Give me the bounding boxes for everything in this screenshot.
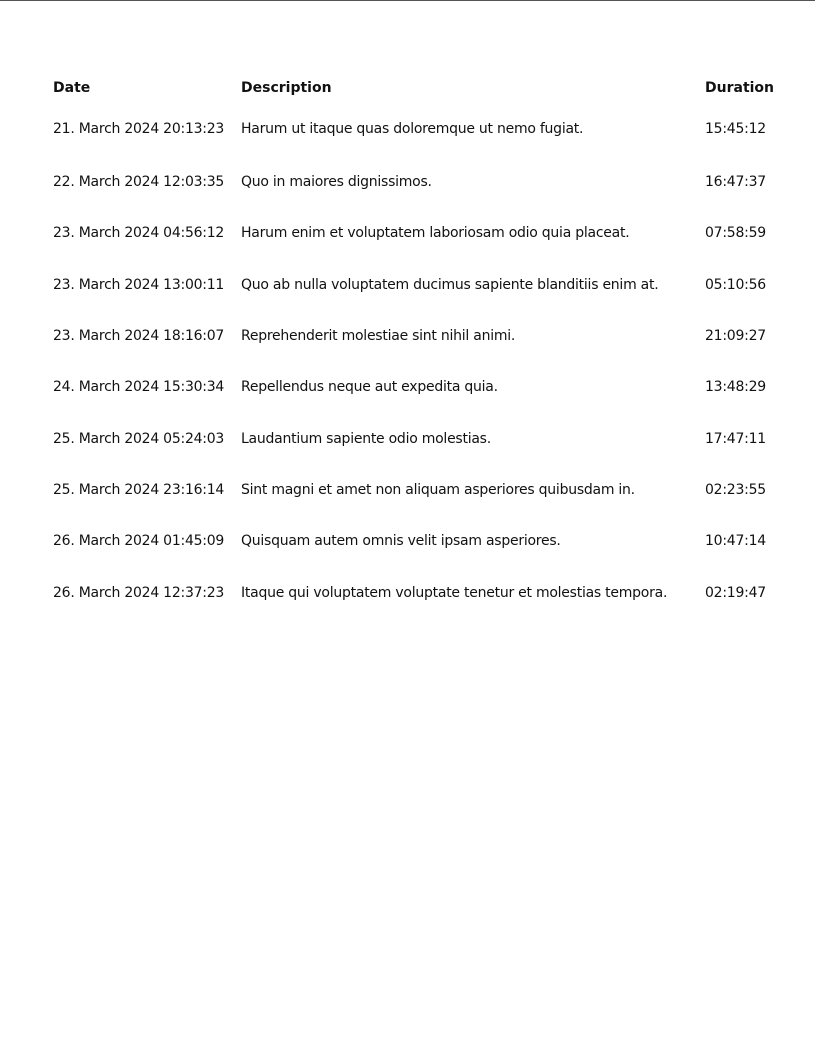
document-page bbox=[53, 75, 783, 619]
cell-date: 26. March 2024 12:37:23 bbox=[53, 584, 225, 601]
cell-description: Sint magni et amet non aliquam asperiores quibusdam in. bbox=[241, 481, 635, 498]
cell-description: Quo in maiores dignissimos. bbox=[241, 174, 432, 191]
cell-description: Itaque qui voluptatem voluptate tenetur et molestias tempora. bbox=[241, 584, 668, 601]
table-row bbox=[53, 413, 775, 464]
cell-description: Repellendus neque aut expedita quia. bbox=[241, 379, 498, 396]
cell-duration: 17:47:11 bbox=[705, 430, 766, 447]
cell-date: 24. March 2024 15:30:34 bbox=[53, 379, 225, 396]
cell-date: 23. March 2024 04:56:12 bbox=[53, 225, 225, 242]
cell-duration: 02:19:47 bbox=[705, 584, 766, 601]
cell-duration: 02:23:55 bbox=[705, 481, 766, 498]
table-row bbox=[53, 465, 775, 516]
column-header-duration: Duration bbox=[705, 79, 775, 96]
cell-duration: 15:45:12 bbox=[705, 120, 766, 137]
table-row bbox=[53, 101, 775, 157]
cell-date: 23. March 2024 18:16:07 bbox=[53, 328, 225, 345]
cell-duration: 21:09:27 bbox=[705, 328, 766, 345]
cell-description: Laudantium sapiente odio molestias. bbox=[241, 430, 491, 447]
cell-description: Quo ab nulla voluptatem ducimus sapiente blanditiis enim at. bbox=[241, 276, 659, 293]
cell-description: Harum ut itaque quas doloremque ut nemo fugiat. bbox=[241, 120, 584, 137]
cell-date: 21. March 2024 20:13:23 bbox=[53, 120, 225, 137]
cell-duration: 10:47:14 bbox=[705, 533, 766, 550]
time-log-table bbox=[53, 75, 775, 619]
cell-duration: 16:47:37 bbox=[705, 174, 766, 191]
table-row bbox=[53, 260, 775, 311]
cell-date: 22. March 2024 12:03:35 bbox=[53, 174, 225, 191]
table-row bbox=[53, 311, 775, 362]
table-row bbox=[53, 208, 775, 259]
cell-date: 25. March 2024 05:24:03 bbox=[53, 430, 225, 447]
column-header-description: Description bbox=[241, 79, 332, 96]
cell-date: 26. March 2024 01:45:09 bbox=[53, 533, 225, 550]
table-row bbox=[53, 567, 775, 618]
cell-duration: 05:10:56 bbox=[705, 276, 766, 293]
cell-duration: 13:48:29 bbox=[705, 379, 766, 396]
table-row bbox=[53, 516, 775, 567]
cell-description: Reprehenderit molestiae sint nihil animi. bbox=[241, 328, 516, 345]
table-row bbox=[53, 157, 775, 208]
column-header-date: Date bbox=[53, 79, 91, 96]
cell-description: Quisquam autem omnis velit ipsam asperiores. bbox=[241, 533, 561, 550]
cell-description: Harum enim et voluptatem laboriosam odio quia placeat. bbox=[241, 225, 630, 242]
top-border bbox=[0, 0, 815, 1]
cell-duration: 07:58:59 bbox=[705, 225, 766, 242]
table-row bbox=[53, 362, 775, 413]
cell-date: 23. March 2024 13:00:11 bbox=[53, 276, 225, 293]
table-header-row bbox=[53, 75, 775, 101]
cell-date: 25. March 2024 23:16:14 bbox=[53, 481, 225, 498]
